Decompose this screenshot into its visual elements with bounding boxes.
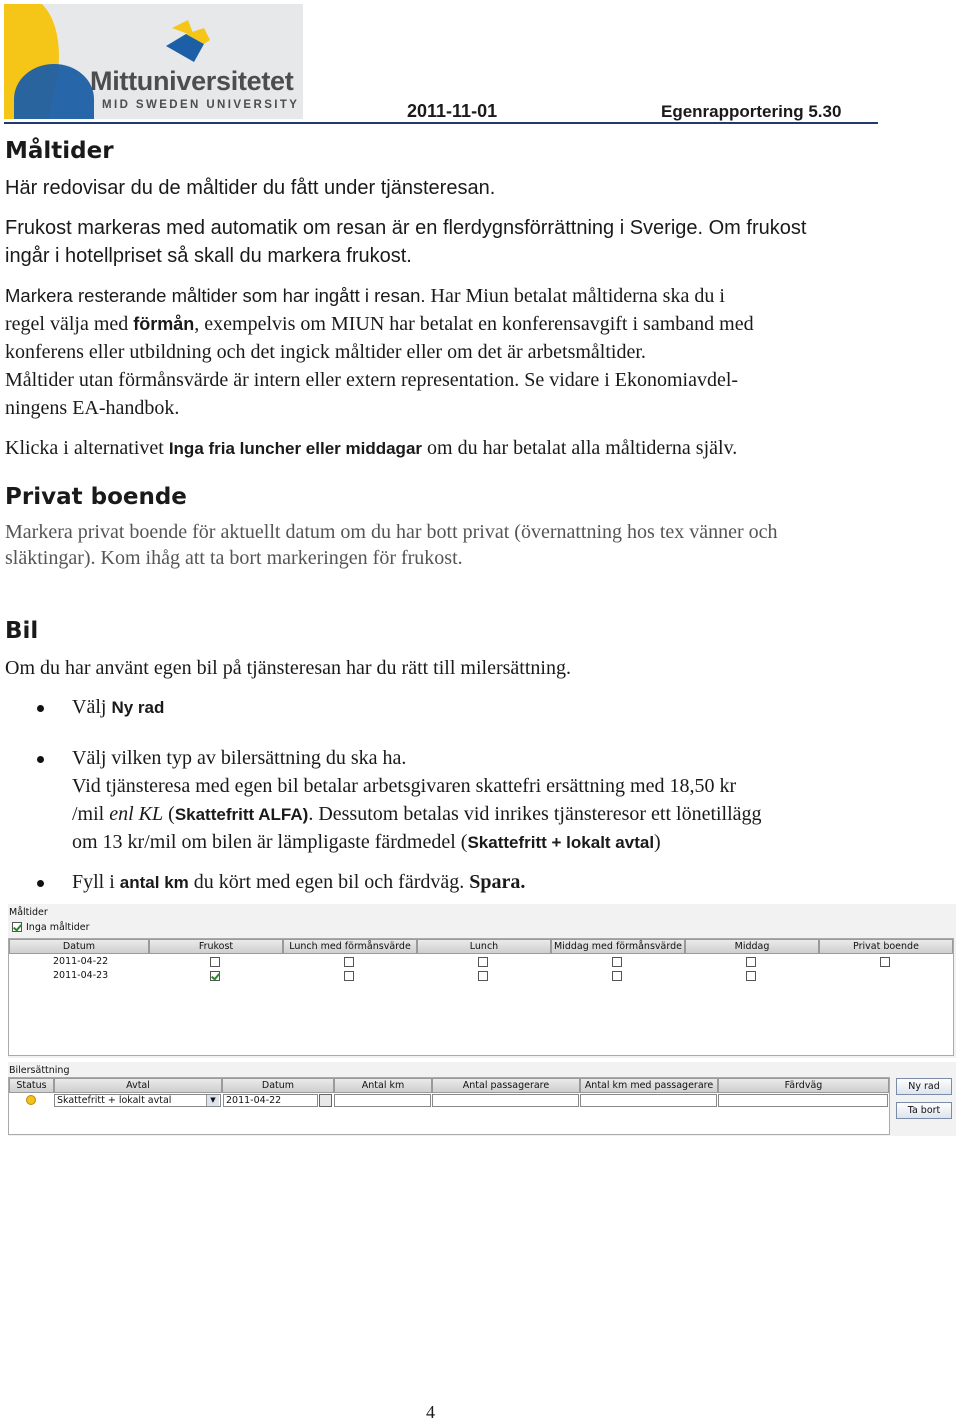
car-col-avtal[interactable]: Avtal	[54, 1078, 222, 1093]
meal-row-1-lunch-checkbox[interactable]	[478, 957, 488, 967]
car-form-panel	[8, 1062, 956, 1136]
maltider-p3-l1a: Markera resterande måltider som har ingått i resan.	[5, 285, 426, 306]
logo-mark-icon	[164, 18, 214, 70]
bil-step-2-line2: Vid tjänsteresa med egen bil betalar arbetsgivaren skattefri ersättning med 18,50 kr	[72, 775, 737, 797]
bil-b2-l1: Välj vilken typ av bilersättning du ska ha.	[72, 747, 407, 769]
meal-row-1-privat-checkbox[interactable]	[880, 957, 890, 967]
bil-b2-l4c: )	[654, 831, 661, 853]
meal-row-2-frukost-checkbox[interactable]	[210, 971, 220, 981]
bil-step-2-line4	[72, 828, 872, 857]
car-col-km-passagerare[interactable]: Antal km med passagerare	[580, 1078, 718, 1093]
bil-intro: Om du har använt egen bil på tjänsteresan har du rätt till milersättning.	[5, 657, 571, 679]
avtal-select[interactable]	[54, 1094, 221, 1107]
logo-subtitle: MID SWEDEN UNIVERSITY	[102, 99, 300, 111]
maltider-p3-line2	[5, 310, 875, 338]
maltider-p3-line1	[5, 282, 875, 310]
maltider-p3-line5: ningens EA-handbok.	[5, 397, 180, 419]
page-number: 4	[426, 1402, 435, 1422]
section-title-bil: Bil	[5, 618, 39, 644]
meal-row-1-datum: 2011-04-22	[53, 956, 109, 967]
no-meals-label: Inga måltider	[26, 922, 90, 933]
datum-field[interactable]: 2011-04-22	[223, 1094, 318, 1107]
bullet-icon	[37, 705, 44, 712]
meal-row-2-middag-checkbox[interactable]	[746, 971, 756, 981]
bil-step-2-line3	[72, 800, 872, 829]
meal-row-1-middag-forman-checkbox[interactable]	[612, 957, 622, 967]
meal-row-2-lunch-checkbox[interactable]	[478, 971, 488, 981]
meal-row-2-middag-forman-checkbox[interactable]	[612, 971, 622, 981]
header-date: 2011-11-01	[407, 101, 498, 121]
maltider-p2-line1: Frukost markeras med automatik om resan är en flerdygnsförrättning i Sverige. Om frukost	[5, 217, 807, 239]
bil-b1a: Välj	[72, 696, 112, 718]
meal-col-privat-boende[interactable]: Privat boende	[819, 939, 953, 954]
bil-b2-l4b: Skattefritt + lokalt avtal	[467, 833, 655, 852]
antal-km-field[interactable]	[334, 1094, 431, 1107]
bil-b2-l3c: (	[163, 803, 175, 825]
km-passagerare-field[interactable]	[580, 1094, 717, 1107]
bullet-icon	[37, 880, 44, 887]
meal-row-1-middag-checkbox[interactable]	[746, 957, 756, 967]
calendar-icon[interactable]	[319, 1094, 332, 1107]
section-title-maltider: Måltider	[5, 138, 114, 164]
meal-col-lunch[interactable]: Lunch	[417, 939, 551, 954]
car-col-fardvag[interactable]: Färdväg	[718, 1078, 889, 1093]
car-grid	[8, 1077, 890, 1135]
meal-col-middag[interactable]: Middag	[685, 939, 819, 954]
bil-b3d: Spara.	[469, 871, 526, 893]
section-title-privat: Privat boende	[5, 484, 187, 510]
bil-b2-l3b: enl KL	[109, 803, 164, 825]
maltider-p4c: om du har betalat alla måltiderna själv.	[422, 437, 738, 459]
passagerare-field[interactable]	[432, 1094, 579, 1107]
meal-row-1-lunch-forman-checkbox[interactable]	[344, 957, 354, 967]
bil-b3b: antal km	[119, 873, 189, 892]
delete-row-button[interactable]: Ta bort	[896, 1102, 952, 1119]
maltider-p2-line2: ingår i hotellpriset så skall du markera frukost.	[5, 245, 412, 267]
bil-b3a: Fyll i	[72, 871, 120, 893]
new-row-status-icon	[26, 1095, 36, 1105]
meal-row-2-datum: 2011-04-23	[53, 970, 109, 981]
meal-col-lunch-forman[interactable]: Lunch med förmånsvärde	[283, 939, 417, 954]
meal-row-2-lunch-forman-checkbox[interactable]	[344, 971, 354, 981]
fardvag-field[interactable]	[718, 1094, 888, 1107]
university-logo	[4, 4, 303, 119]
meal-grid	[8, 938, 954, 1056]
car-col-status[interactable]: Status	[9, 1078, 54, 1093]
car-col-antal-km[interactable]: Antal km	[334, 1078, 432, 1093]
car-col-datum[interactable]: Datum	[222, 1078, 334, 1093]
meal-col-datum[interactable]: Datum	[9, 939, 149, 954]
new-row-button[interactable]: Ny rad	[896, 1078, 952, 1095]
chevron-down-icon[interactable]: ▼	[206, 1095, 219, 1106]
maltider-p4b: Inga fria luncher eller middagar	[168, 439, 423, 458]
bil-b2-l3d: Skattefritt ALFA)	[174, 805, 309, 824]
maltider-intro: Här redovisar du de måltider du fått under tjänsteresan.	[5, 177, 496, 199]
meal-col-middag-forman[interactable]: Middag med förmånsvärde	[551, 939, 685, 954]
maltider-p4	[5, 434, 875, 463]
maltider-p3-l2a: regel välja med	[5, 313, 134, 335]
bil-b1b: Ny rad	[111, 698, 165, 717]
meal-form-panel	[8, 904, 956, 1058]
no-meals-checkbox[interactable]	[12, 922, 22, 932]
bullet-icon	[37, 756, 44, 763]
bil-b2-l3a: /mil	[72, 803, 110, 825]
header-doc-ref: Egenrapportering 5.30	[661, 102, 842, 121]
header-rule	[4, 122, 878, 124]
bil-b2-l4a: om 13 kr/mil om bilen är lämpligaste färdmedel (	[72, 831, 468, 853]
avtal-select-value: Skattefritt + lokalt avtal	[57, 1095, 172, 1106]
maltider-p3-l2c: , exempelvis om MIUN har betalat en konferensavgift i samband med	[194, 313, 754, 335]
bil-step-1	[72, 693, 872, 722]
meal-group-label: Måltider	[9, 907, 48, 918]
meal-col-frukost[interactable]: Frukost	[149, 939, 283, 954]
car-col-passagerare[interactable]: Antal passagerare	[432, 1078, 580, 1093]
logo-blue-shape	[14, 64, 94, 119]
logo-name: Mittuniversitetet	[90, 66, 294, 96]
maltider-p3-l2b: förmån	[133, 314, 195, 334]
bil-b3c: du kört med egen bil och färdväg.	[188, 871, 470, 893]
maltider-p3-line4: Måltider utan förmånsvärde är intern eller extern representation. Se vidare i Ekonomiavdel-	[5, 369, 739, 391]
bil-step-2	[72, 744, 872, 772]
maltider-p3-line3: konferens eller utbildning och det ingick måltider eller om det är arbetsmåltider.	[5, 341, 646, 363]
car-group-label: Bilersättning	[9, 1065, 70, 1076]
privat-line1: Markera privat boende för aktuellt datum om du har bott privat (övernattning hos tex vänner och	[5, 521, 778, 543]
maltider-p3-l1b: Har Miun betalat måltiderna ska du i	[425, 285, 725, 307]
bil-step-3	[72, 868, 872, 897]
maltider-p4a: Klicka i alternativet	[5, 437, 169, 459]
privat-line2: släktingar). Kom ihåg att ta bort markeringen för frukost.	[5, 547, 463, 569]
bil-b2-l3e: . Dessutom betalas vid inrikes tjänsteresor ett lönetillägg	[308, 803, 762, 825]
meal-row-1-frukost-checkbox[interactable]	[210, 957, 220, 967]
